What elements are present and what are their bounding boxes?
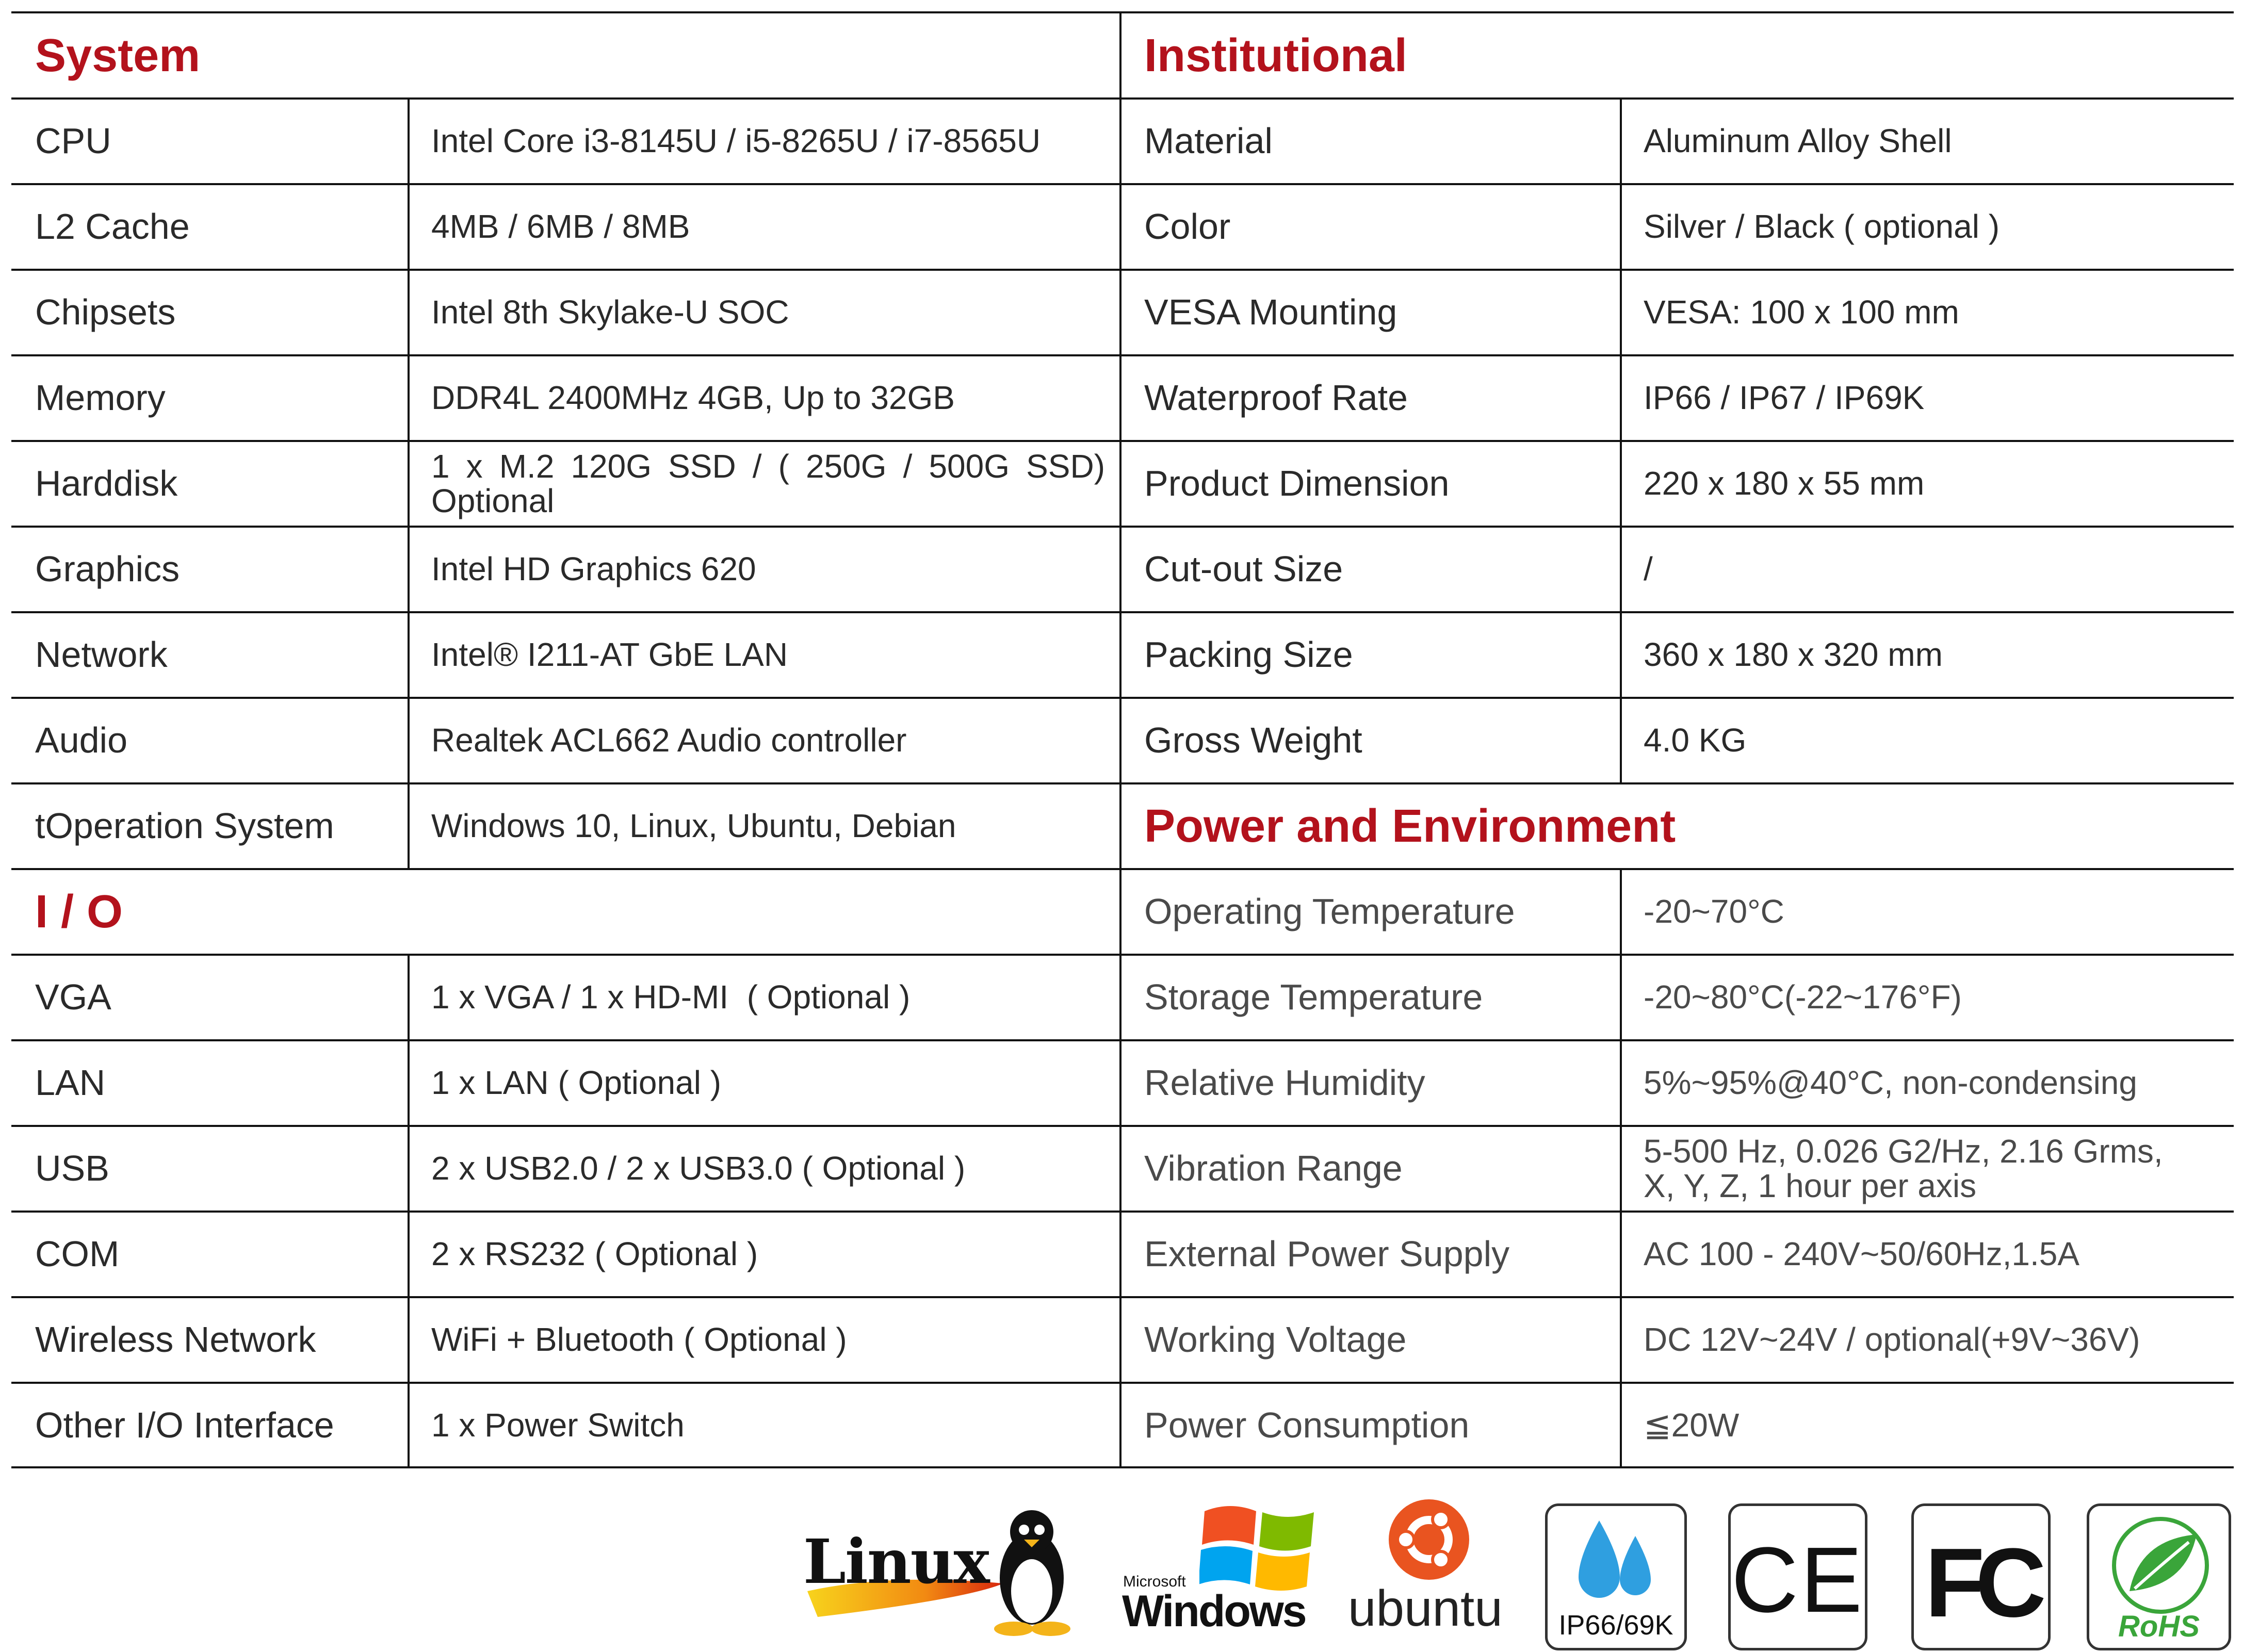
windows-microsoft-text: Microsoft [1123, 1573, 1186, 1590]
section-heading-io: I / O [35, 886, 123, 938]
row-label-com: COM [35, 1234, 120, 1274]
row-value-packing-size: 360 x 180 x 320 mm [1644, 636, 1943, 674]
row-label-chipsets: Chipsets [35, 292, 176, 333]
row-value-lan: 1 x LAN ( Optional ) [431, 1064, 721, 1102]
section-heading-power-environment: Power and Environment [1144, 800, 1676, 852]
section-heading-institutional: Institutional [1144, 30, 1407, 82]
row-divider [11, 269, 2234, 271]
row-value-operating-temperature: -20~70°C [1644, 893, 1784, 930]
ubuntu-circle-icon [1385, 1496, 1473, 1583]
row-value-graphics: Intel HD Graphics 620 [431, 550, 756, 588]
linux-logo [797, 1496, 1076, 1640]
ip-rating-text: IP66/69K [1558, 1610, 1673, 1641]
row-divider [11, 1039, 2234, 1041]
rohs-text: RoHS [2118, 1610, 2200, 1643]
water-drops-icon [1568, 1515, 1661, 1613]
row-value-external-power-supply: AC 100 - 240V~50/60Hz,1.5A [1644, 1235, 2079, 1273]
windows-wordmark: Windows [1122, 1586, 1306, 1636]
windows-logo [1122, 1496, 1308, 1640]
row-label-other-io: Other I/O Interface [35, 1405, 334, 1446]
row-divider [11, 354, 2234, 356]
row-label-working-voltage: Working Voltage [1144, 1319, 1407, 1360]
row-value-waterproof-rate: IP66 / IP67 / IP69K [1644, 379, 1925, 417]
row-label-usb: USB [35, 1148, 109, 1189]
row-label-audio: Audio [35, 720, 128, 761]
ip-rating-badge [1545, 1503, 1687, 1650]
row-value-other-io: 1 x Power Switch [431, 1406, 685, 1444]
row-label-material: Material [1144, 121, 1273, 161]
row-divider [11, 697, 2234, 699]
row-divider [11, 954, 2234, 956]
row-divider [11, 1382, 2234, 1384]
row-value-audio: Realtek ACL662 Audio controller [431, 722, 907, 759]
ubuntu-logo [1344, 1491, 1514, 1640]
windows-flag-icon [1199, 1496, 1323, 1594]
ce-mark-icon: CE [1731, 1528, 1865, 1632]
row-value-vga: 1 x VGA / 1 x HD-MI ( Optional ) [431, 978, 911, 1016]
row-value-working-voltage: DC 12V~24V / optional(+9V~36V) [1644, 1321, 2140, 1359]
row-value-material: Aluminum Alloy Shell [1644, 122, 1952, 160]
row-label-memory: Memory [35, 378, 166, 418]
leaf-icon [2099, 1514, 2222, 1617]
row-label-vesa-mounting: VESA Mounting [1144, 292, 1397, 333]
row-label-graphics: Graphics [35, 549, 180, 590]
row-label-vga: VGA [35, 977, 111, 1018]
row-divider [11, 183, 2234, 185]
row-divider [11, 782, 2234, 784]
row-divider [11, 611, 2234, 613]
row-value-harddisk: 1 x M.2 120G SSD / ( 250G / 500G SSD) Optional [431, 447, 1105, 519]
row-value-chipsets: Intel 8th Skylake-U SOC [431, 293, 789, 331]
logo-strip [0, 1485, 2243, 1652]
row-label-power-consumption: Power Consumption [1144, 1405, 1470, 1446]
row-value-network: Intel® I211-AT GbE LAN [431, 636, 788, 674]
divider-center [1119, 13, 1122, 1468]
row-divider [11, 1211, 2234, 1213]
row-label-vibration-range: Vibration Range [1144, 1148, 1403, 1189]
row-label-cut-out-size: Cut-out Size [1144, 549, 1343, 590]
row-value-cut-out-size: / [1644, 550, 1653, 588]
section-heading-system: System [35, 30, 201, 82]
divider-right-columns-power [1620, 869, 1622, 1468]
row-label-operating-temperature: Operating Temperature [1144, 891, 1515, 932]
row-value-storage-temperature: -20~80°C(-22~176°F) [1644, 978, 1962, 1016]
row-value-vibration-range: 5-500 Hz, 0.026 G2/Hz, 2.16 Grms, X, Y, Z, 1 hour per axis [1644, 1132, 2163, 1204]
row-divider [11, 440, 2234, 442]
row-value-l2-cache: 4MB / 6MB / 8MB [431, 208, 690, 246]
row-divider [11, 1125, 2234, 1127]
row-value-power-consumption: ≦20W [1644, 1406, 1740, 1444]
row-value-cpu: Intel Core i3-8145U / i5-8265U / i7-8565U [431, 122, 1041, 160]
row-label-l2-cache: L2 Cache [35, 206, 190, 247]
row-value-operation-system: Windows 10, Linux, Ubuntu, Debian [431, 807, 956, 845]
row-value-com: 2 x RS232 ( Optional ) [431, 1235, 758, 1273]
fcc-badge [1911, 1503, 2051, 1650]
divider-left-columns [408, 99, 410, 869]
row-label-packing-size: Packing Size [1144, 634, 1353, 675]
row-divider [11, 526, 2234, 528]
row-label-relative-humidity: Relative Humidity [1144, 1062, 1425, 1103]
row-value-color: Silver / Black ( optional ) [1644, 208, 2000, 246]
row-label-waterproof-rate: Waterproof Rate [1144, 378, 1408, 418]
row-divider [11, 868, 2234, 870]
ubuntu-wordmark: ubuntu [1348, 1580, 1503, 1637]
row-divider [11, 97, 2234, 100]
row-value-gross-weight: 4.0 KG [1644, 722, 1747, 759]
row-value-vesa-mounting: VESA: 100 x 100 mm [1644, 293, 1959, 331]
ce-badge [1728, 1503, 1867, 1650]
row-value-relative-humidity: 5%~95%@40°C, non-condensing [1644, 1064, 2137, 1102]
row-label-external-power-supply: External Power Supply [1144, 1234, 1510, 1274]
linux-wordmark: Linux [803, 1526, 989, 1597]
row-label-wireless-network: Wireless Network [35, 1319, 316, 1360]
row-value-product-dimension: 220 x 180 x 55 mm [1644, 465, 1925, 502]
spec-table [11, 11, 2234, 1468]
row-label-lan: LAN [35, 1062, 106, 1103]
row-label-color: Color [1144, 206, 1231, 247]
row-divider [11, 1296, 2234, 1298]
row-label-cpu: CPU [35, 121, 111, 161]
row-label-harddisk: Harddisk [35, 463, 178, 504]
row-value-memory: DDR4L 2400MHz 4GB, Up to 32GB [431, 379, 955, 417]
row-value-wireless-network: WiFi + Bluetooth ( Optional ) [431, 1321, 847, 1359]
row-value-usb: 2 x USB2.0 / 2 x USB3.0 ( Optional ) [431, 1150, 966, 1187]
row-label-product-dimension: Product Dimension [1144, 463, 1450, 504]
row-label-storage-temperature: Storage Temperature [1144, 977, 1483, 1018]
row-label-network: Network [35, 634, 168, 675]
fcc-mark-icon: FC [1925, 1528, 2037, 1638]
row-label-gross-weight: Gross Weight [1144, 720, 1362, 761]
rohs-badge [2087, 1503, 2231, 1650]
row-label-operation-system: tOperation System [35, 806, 334, 846]
